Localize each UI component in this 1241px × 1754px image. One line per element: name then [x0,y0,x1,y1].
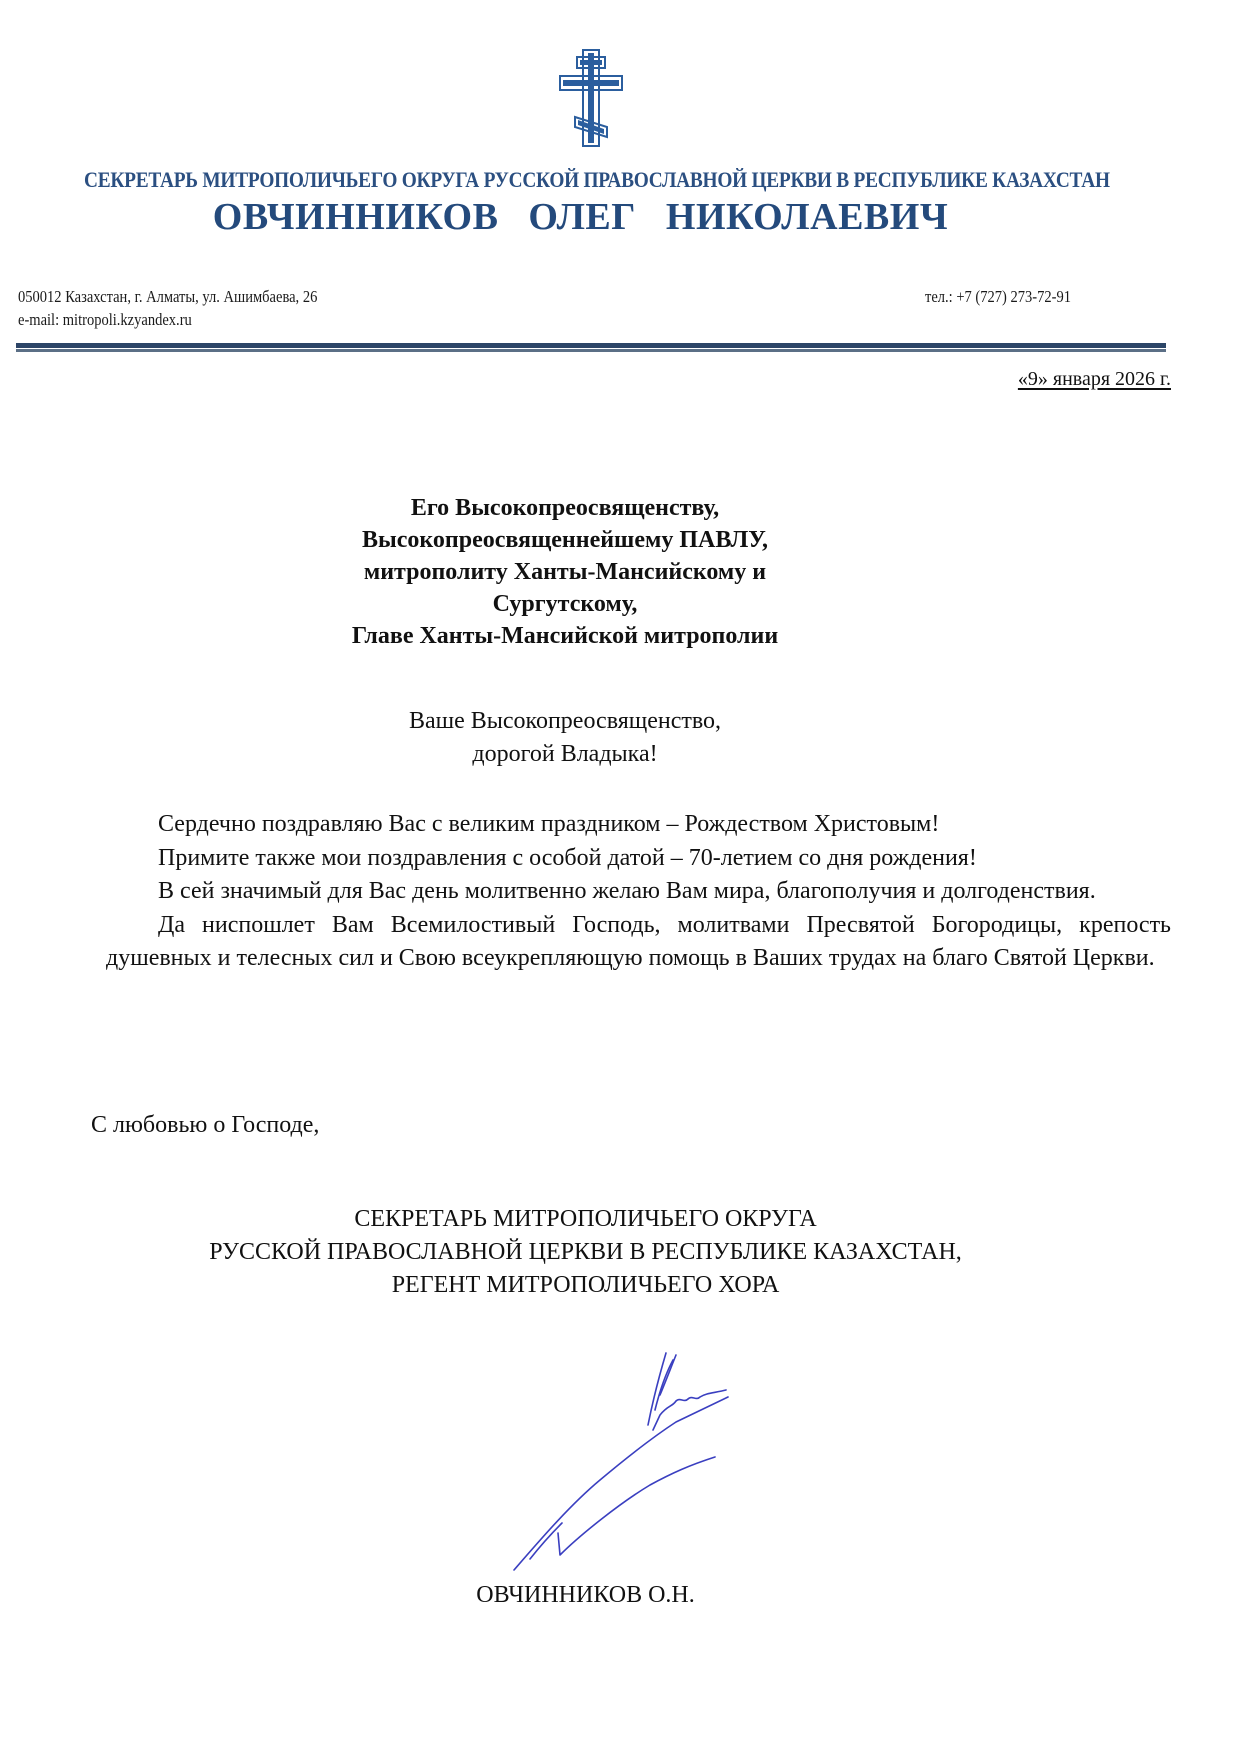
signer-title-line: РУССКОЙ ПРАВОСЛАВНОЙ ЦЕРКВИ В РЕСПУБЛИКЕ КАЗАХСТАН, [209,1239,962,1265]
email: e-mail: mitropoli.kzyandex.ru [18,310,192,329]
orthodox-cross-icon [556,48,626,148]
addressee-line: Главе Ханты-Мансийской митрополии [351,623,779,649]
addressee-line: Сургутскому, [492,591,638,617]
salutation-line: дорогой Владыка! [472,741,658,767]
letter-date: «9» января 2026 г. [1017,368,1171,390]
salutation [200,705,1160,771]
signer-title-line: СЕКРЕТАРЬ МИТРОПОЛИЧЬЕГО ОКРУГА [354,1206,817,1232]
body-paragraph: В сей значимый для Вас день молитвенно желаю Вам мира, благополучия и долгоденствия. [158,878,1096,904]
organization-title: СЕКРЕТАРЬ МИТРОПОЛИЧЬЕГО ОКРУГА РУССКОЙ ПРАВОСЛАВНОЙ ЦЕРКВИ В РЕСПУБЛИКЕ КАЗАХСТАН [84,167,1110,192]
letter-body [106,808,1171,976]
signer-name: ОВЧИННИКОВ О.Н. [476,1582,695,1608]
signer-title [0,1203,1241,1302]
closing: С любовью о Господе, [91,1112,320,1138]
phone: тел.: +7 (727) 273-72-91 [925,287,1071,306]
sender-name: ОВЧИННИКОВ ОЛЕГ НИКОЛАЕВИЧ [212,196,949,238]
header-divider-thin [16,349,1166,352]
salutation-line: Ваше Высокопреосвященство, [408,708,722,734]
signer-title-line: РЕГЕНТ МИТРОПОЛИЧЬЕГО ХОРА [391,1272,780,1298]
body-paragraph: Примите также мои поздравления с особой датой – 70-летием со дня рождения! [158,844,977,871]
body-paragraph: Сердечно поздравляю Вас с великим праздником – Рождеством Христовым! [158,811,940,837]
addressee-line: митрополиту Ханты-Мансийскому и [363,559,767,585]
addressee-line: Его Высокопреосвященству, [410,495,720,521]
body-paragraph: Да ниспошлет Вам Всемилостивый Господь, молитвами Пресвятой Богородицы, крепость душевных и телесных сил и Свою всеукрепляющую помощь в Ваших трудах на благо Святой Церкви. [106,911,1171,971]
handwritten-signature-icon [500,1335,740,1580]
header-divider-thick [16,343,1166,348]
addressee-block [200,492,1160,652]
address: 050012 Казахстан, г. Алматы, ул. Ашимбаева, 26 [18,287,318,306]
addressee-line: Высокопреосвященнейшему ПАВЛУ, [361,527,768,553]
